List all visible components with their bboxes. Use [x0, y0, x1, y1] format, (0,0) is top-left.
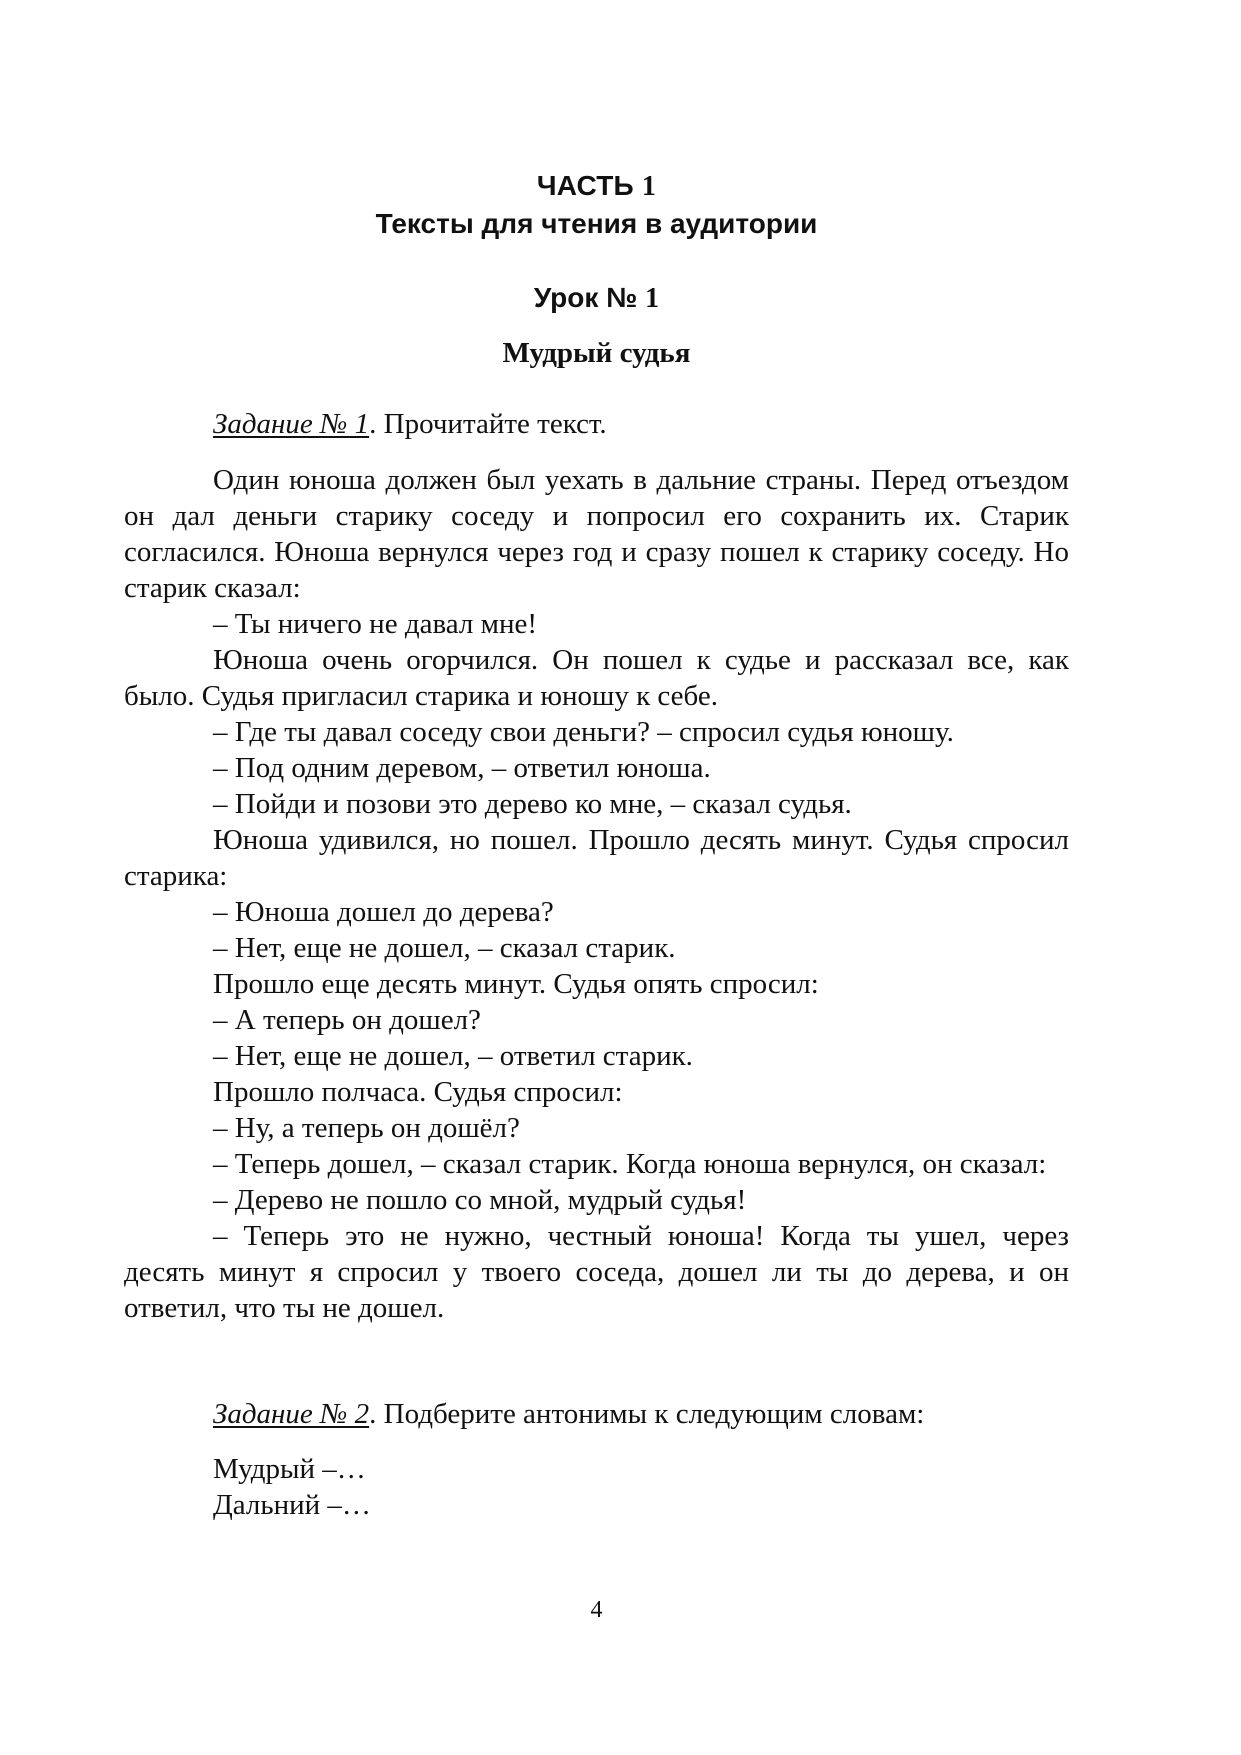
story-paragraph: – Пойди и позови это дерево ко мне, – сказал судья. — [213, 788, 852, 820]
story-paragraph: Прошло полчаса. Судья спросил: — [213, 1076, 623, 1108]
story-paragraph: Юноша удивился, но пошел. Прошло десять минут. Судья спросил старика: — [124, 824, 1069, 892]
story-paragraph: – Теперь дошел, – сказал старик. Когда юноша вернулся, он сказал: — [213, 1148, 1047, 1180]
story-text — [124, 462, 1069, 1326]
story-paragraph: – Под одним деревом, – ответил юноша. — [213, 752, 711, 784]
part-heading — [124, 167, 1069, 206]
story-title: Мудрый судья — [502, 337, 691, 369]
task-2 — [124, 1396, 1069, 1432]
lesson-heading — [124, 279, 1069, 318]
document-page — [124, 0, 1069, 1755]
story-paragraph: – Нет, еще не дошел, – сказал старик. — [213, 932, 676, 964]
lesson-word: Урок № — [533, 282, 638, 313]
page-number: 4 — [590, 1597, 603, 1623]
task-1-text: . Прочитайте текст. — [369, 408, 607, 440]
story-paragraph: Юноша очень огорчился. Он пошел к судье и рассказал все, как было. Судья пригласил старика и юношу к себе. — [124, 644, 1069, 712]
story-paragraph: – Ну, а теперь он дошёл? — [213, 1112, 520, 1144]
part-number: 1 — [641, 171, 657, 202]
antonym-item: Дальний –… — [213, 1489, 371, 1521]
story-paragraph: – Ты ничего не давал мне! — [213, 608, 537, 640]
task-1-label: Задание № 1 — [213, 408, 370, 440]
story-paragraph: Прошло еще десять минут. Судья опять спросил: — [213, 968, 819, 1000]
part-subtitle: Тексты для чтения в аудитории — [375, 208, 818, 239]
story-paragraph: – Дерево не пошло со мной, мудрый судья! — [213, 1184, 747, 1216]
task-2-text: . Подберите антонимы к следующим словам: — [369, 1398, 925, 1430]
antonym-item: Мудрый –… — [213, 1453, 366, 1485]
lesson-number: 1 — [645, 283, 660, 314]
story-paragraph: – Нет, еще не дошел, – ответил старик. — [213, 1040, 693, 1072]
antonym-list — [213, 1451, 813, 1523]
part-word: ЧАСТЬ — [536, 170, 634, 201]
story-paragraph: – А теперь он дошел? — [213, 1004, 481, 1036]
task-1 — [124, 406, 1069, 442]
story-paragraph: – Теперь это не нужно, честный юноша! Когда ты ушел, через десять минут я спросил у твоего соседа, дошел ли ты до дерева, и он ответил, что ты не дошел. — [124, 1220, 1069, 1324]
task-2-label: Задание № 2 — [213, 1398, 370, 1430]
story-paragraph: – Юноша дошел до дерева? — [213, 896, 554, 928]
story-paragraph: Один юноша должен был уехать в дальние страны. Перед отъездом он дал деньги старику соседу и попросил его сохранить их. Старик согласился. Юноша вернулся через год и сразу пошел к старику соседу. Но старик сказал: — [124, 464, 1069, 604]
story-paragraph: – Где ты давал соседу свои деньги? – спросил судья юношу. — [213, 716, 954, 748]
